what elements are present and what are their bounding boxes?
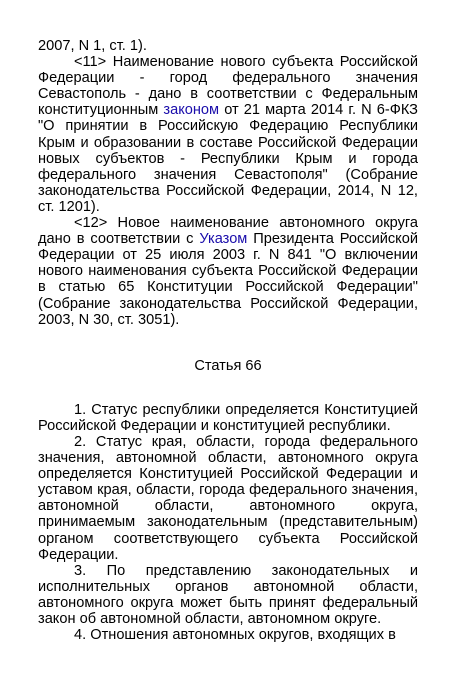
spacer: [38, 328, 418, 358]
article-paragraph-4: 4. Отношения автономных округов, входящих в: [74, 627, 396, 644]
spacer: [38, 374, 418, 402]
article-paragraph-1: 1. Статус республики определяется Конституцией Российской Федерации и конституцией республики.: [38, 401, 418, 434]
presidential-decree-link[interactable]: Указом: [199, 231, 248, 248]
article-paragraph-2: 2. Статус края, области, города федерального значения, автономной области, автономного округа определяется Конституцией Российской Федерации и уставом края, области, города федерального значения, автономной области, автономного округа, принимаемым законодательным (представительным) органом соответствующего субъекта Российской Федерации.: [38, 433, 418, 563]
footnote-11-text-start: <11> Наименование нового субъекта Российской Федерации - город федерального значения Севастополь - дано в соответствии с Федеральным конституционным: [38, 54, 418, 119]
footnote-11-text-end: от 21 марта 2014 г. N 6-ФКЗ "О принятии в Российскую Федерацию Республики Крым и образовании в составе Российской Федерации новых субъектов - Республики Крым и города федерального значения Севастополя" (Собрание законодательства Российской Федерации, 2014, N 12, ст. 1201).: [38, 102, 419, 215]
footnote-12-text-end: Президента Российской Федерации от 25 июля 2003 г. N 841 "О включении нового наименования субъекта Российской Федерации в статью 65 Конституции Российской Федерации" (Собрание законодательства Российской Федерации, 2003, N 30, ст. 3051).: [38, 231, 418, 328]
footnote-12-text-start: <12> Новое наименование автономного округа дано в соответствии с: [38, 215, 418, 248]
article-paragraph-3: 3. По представлению законодательных и исполнительных органов автономной области, автономного округа может быть принят федеральный закон об автономной области, автономном округе.: [38, 562, 418, 627]
continuation-text: 2007, N 1, ст. 1).: [38, 38, 147, 54]
federal-constitutional-law-link[interactable]: законом: [163, 102, 220, 119]
footnote-11: [38, 54, 418, 215]
article-title: Статья 66: [194, 357, 262, 374]
document-page: [38, 38, 418, 643]
footnote-12: [38, 215, 418, 328]
